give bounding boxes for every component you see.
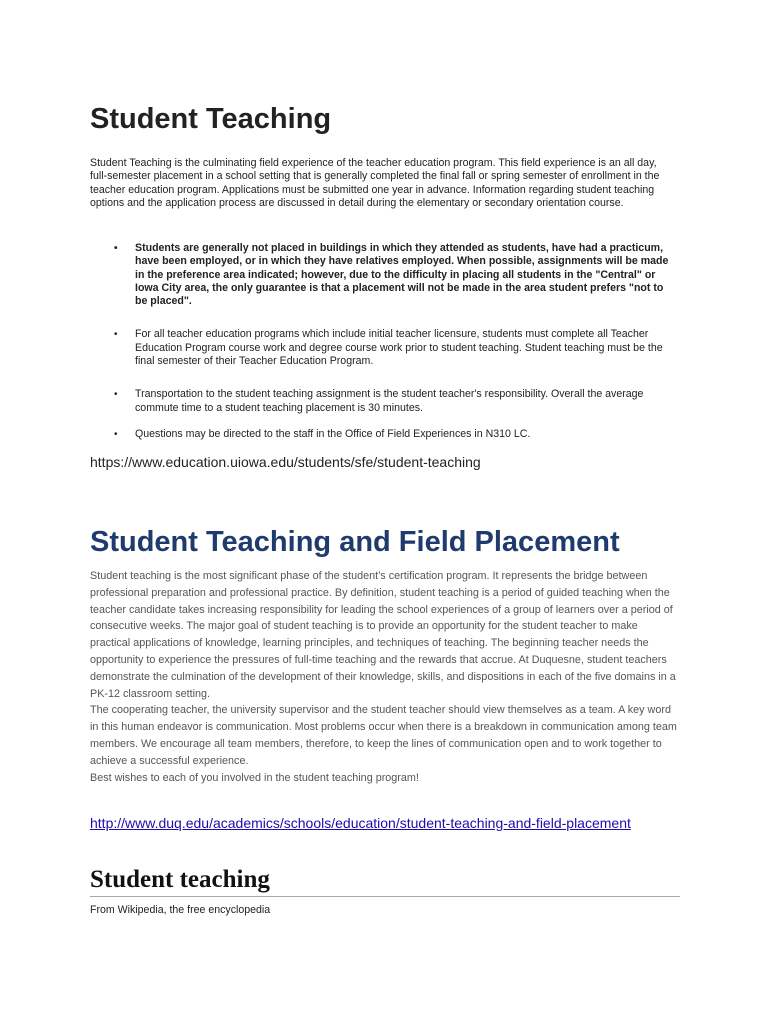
- list-item-text: Students are generally not placed in buildings in which they attended as students, have had a practicum, have been employed, or in which they have relatives employed. When possible, assignments will be made in the preference area indicated; however, due to the difficulty in placing all students in the "Central" or Iowa City area, the only guarantee is that a placement will not be made in the area student prefers "not to be placed".: [135, 242, 669, 308]
- section2-paragraph: Student teaching is the most significant phase of the student’s certification program. It represents the bridge between professional preparation and professional practice. By definition, student teaching is a period of guided teaching when the teacher candidate takes increasing responsibility for leading the school experiences of a group of learners over a period of consecutive weeks. The major goal of student teaching is to provide an opportunity for the student teacher to make practical applications of knowledge, learning principles, and techniques of teaching. The beginning teacher needs the opportunity to experience the pressures of full-time teaching and the rewards that accrue. At Duquesne, student teachers demonstrate the culmination of the development of their knowledge, skills, and dispositions in each of the five domains in a PK-12 classroom setting.: [90, 570, 676, 700]
- section2-title: Student Teaching and Field Placement: [90, 526, 620, 558]
- list-item-text: Questions may be directed to the staff in the Office of Field Experiences in N310 LC.: [135, 427, 531, 440]
- list-item: [90, 388, 670, 415]
- duq-source-link[interactable]: http://www.duq.edu/academics/schools/education/student-teaching-and-field-placement: [90, 815, 631, 831]
- section2-paragraph: The cooperating teacher, the university supervisor and the student teacher should view themselves as a team. A key word in this human endeavor is communication. Most problems occur when there is a breakdown in communication among team members. We encourage all team members, therefore, to keep the lines of communication open and to work together to achieve a successful experience.: [90, 704, 677, 767]
- list-item-text: For all teacher education programs which include initial teacher licensure, students must complete all Teacher Education Program course work and degree course work prior to student teaching. Student teaching must be the final semester of their Teacher Education Program.: [135, 328, 663, 368]
- wikipedia-article-title: Student teaching: [90, 866, 680, 897]
- bullet-icon: •: [114, 329, 118, 341]
- list-item-text: Transportation to the student teaching assignment is the student teacher's responsibility. Overall the average commute time to a student teaching placement is 30 minutes.: [135, 388, 644, 414]
- section1-intro: Student Teaching is the culminating field experience of the teacher education program. This field experience is an all day, full-semester placement in a school setting that is generally completed the final fall or spring semester of enrollment in the teacher education program. Applications must be submitted one year in advance. Information regarding student teaching options and the application process are discussed in detail during the elementary or secondary orientation course.: [90, 157, 660, 209]
- list-item: [90, 242, 670, 308]
- wikipedia-tagline: From Wikipedia, the free encyclopedia: [90, 904, 271, 916]
- source-url-text: https://www.education.uiowa.edu/students/sfe/student-teaching: [90, 454, 481, 470]
- bullet-icon: •: [114, 428, 118, 440]
- section1-title: Student Teaching: [90, 103, 332, 135]
- requirements-list: [90, 242, 670, 462]
- list-item: [90, 328, 670, 368]
- bullet-icon: •: [114, 389, 118, 401]
- section2-body: [90, 568, 680, 786]
- bullet-icon: •: [114, 243, 118, 254]
- list-item: [90, 428, 670, 441]
- section2-paragraph: Best wishes to each of you involved in the student teaching program!: [90, 771, 419, 784]
